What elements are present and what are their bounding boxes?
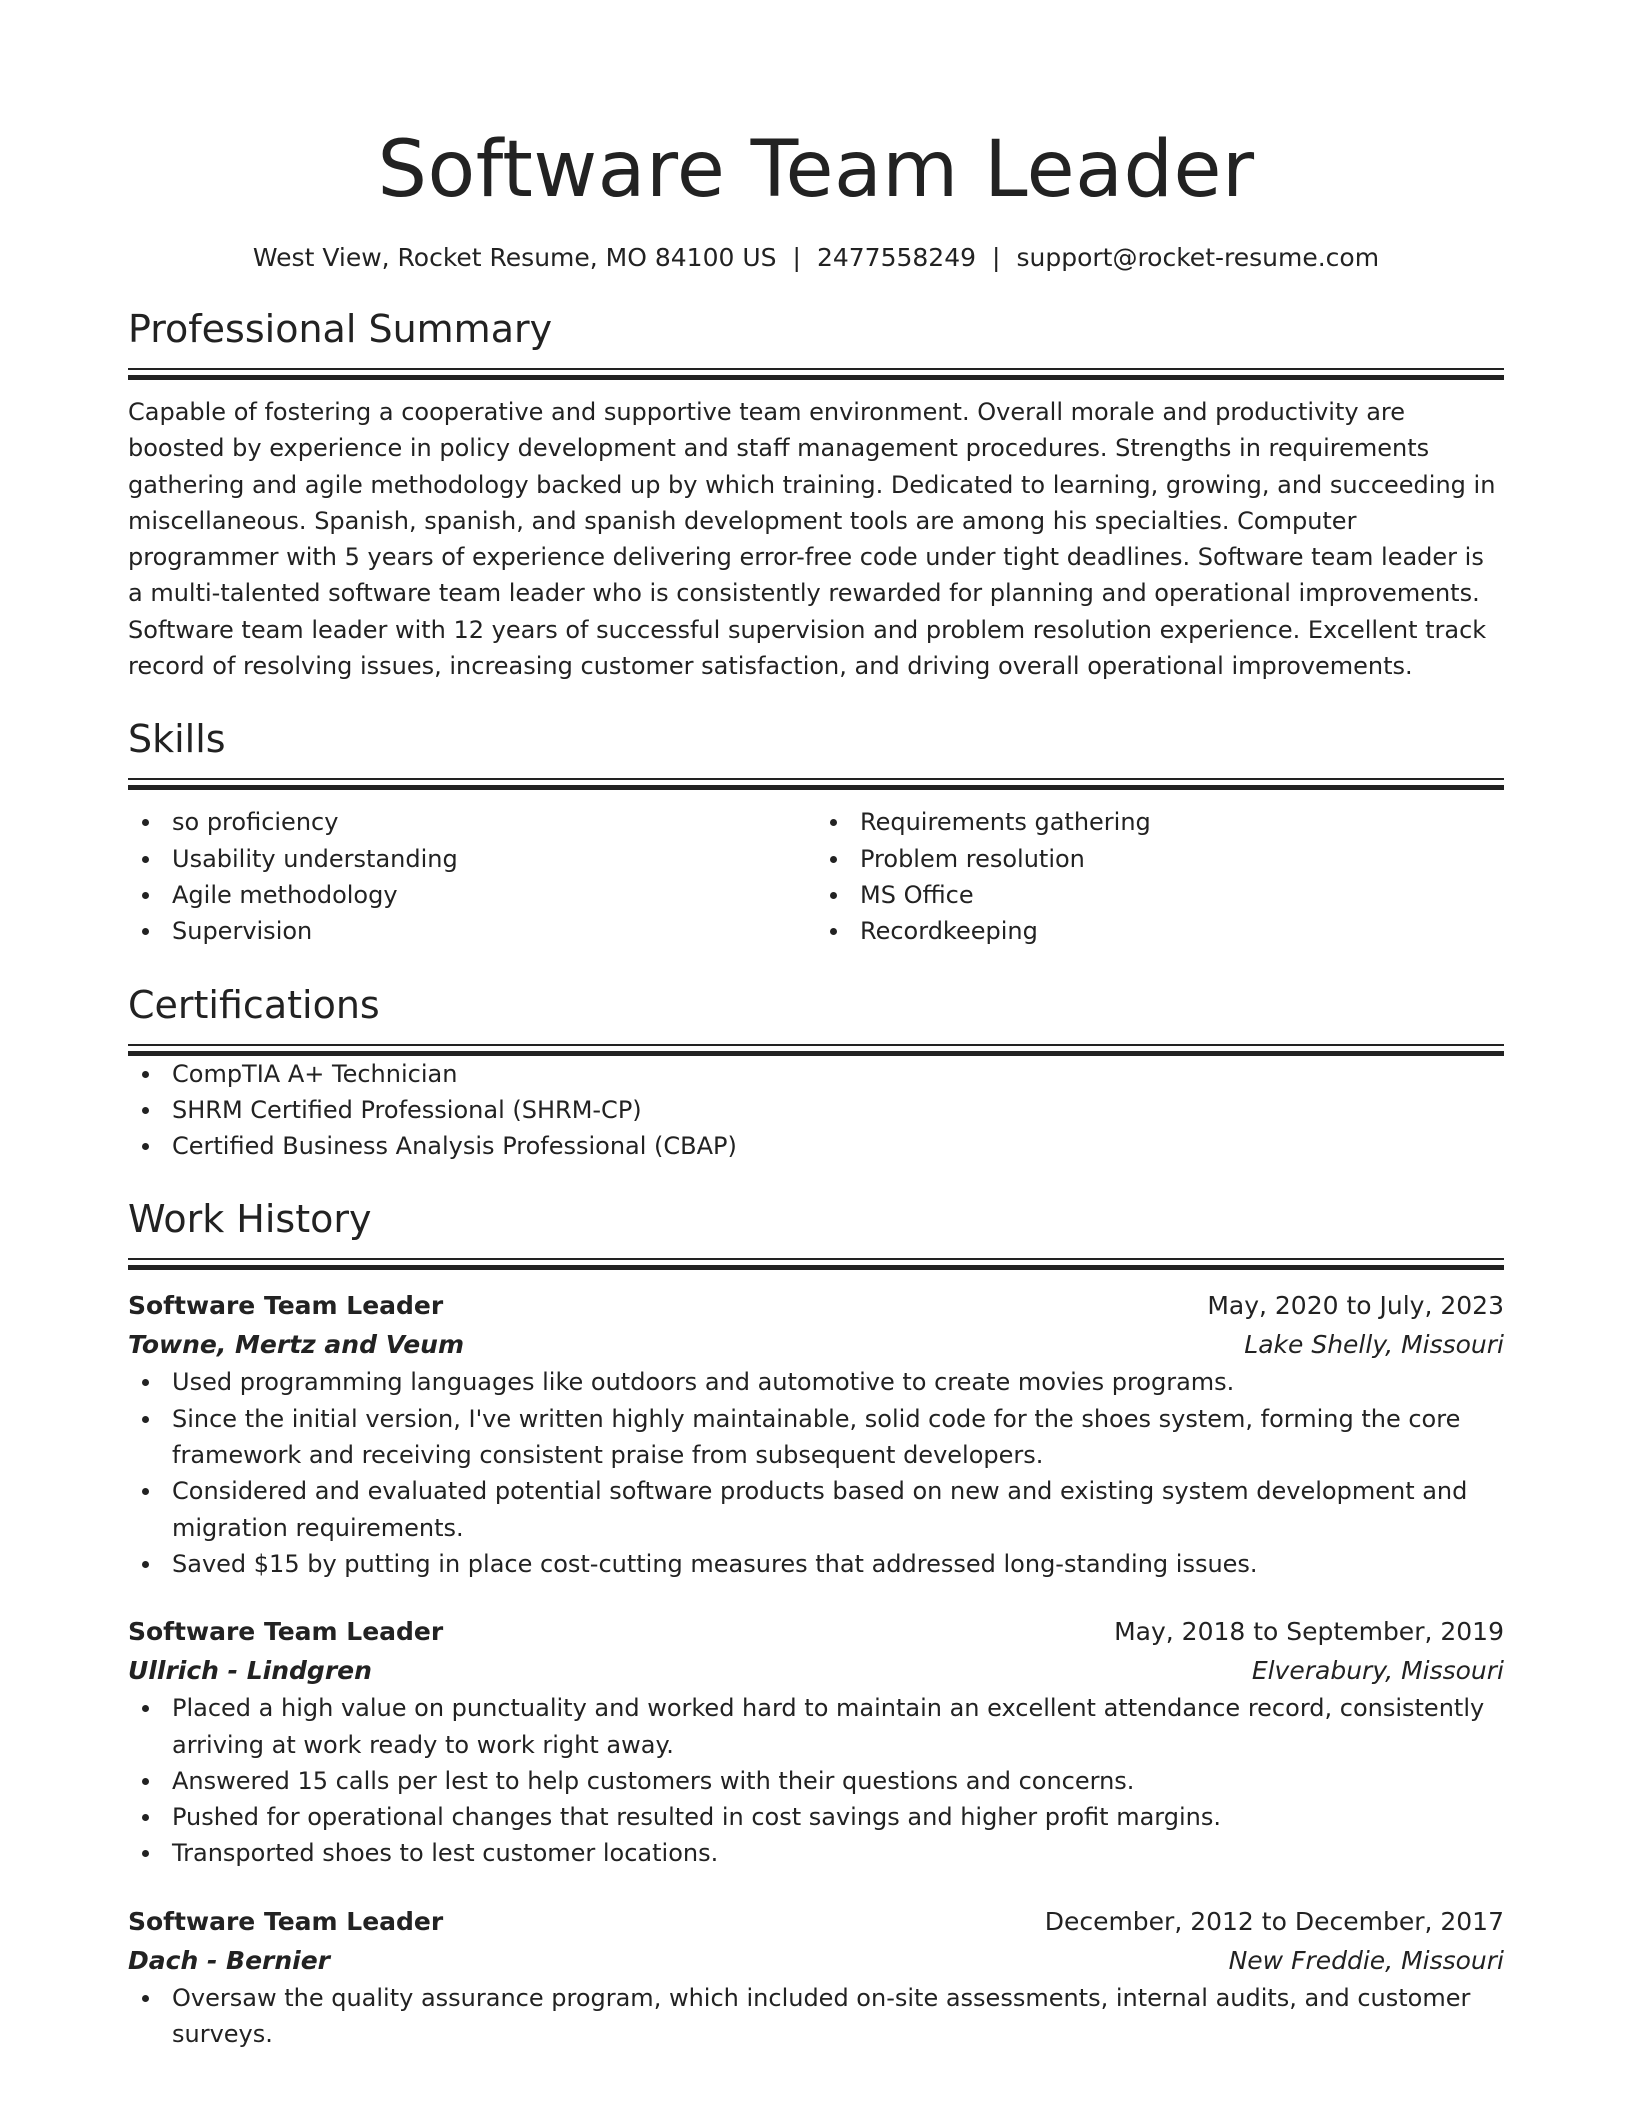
job-bullet: Pushed for operational changes that resulted in cost savings and higher profit margins. [172, 1799, 1504, 1835]
certifications-section [128, 980, 1504, 1165]
section-title-skills: Skills [128, 717, 226, 762]
skill-item: Supervision [172, 913, 816, 949]
job-bullet: Used programming languages like outdoors and automotive to create movies programs. [172, 1364, 1504, 1400]
skills-grid [128, 804, 1504, 949]
contact-separator: | [992, 243, 1001, 272]
job-entry [128, 1612, 1504, 1871]
job-bullet: Saved $15 by putting in place cost-cutting measures that addressed long-standing issues. [172, 1546, 1504, 1582]
skill-item: Usability understanding [172, 841, 816, 877]
section-divider [128, 368, 1504, 380]
job-dates: May, 2018 to September, 2019 [1114, 1617, 1504, 1647]
resume-name: Software Team Leader [377, 125, 1255, 215]
skill-item: Agile methodology [172, 877, 816, 913]
job-dates: May, 2020 to July, 2023 [1207, 1291, 1504, 1321]
job-bullet: Oversaw the quality assurance program, which included on-site assessments, internal audits, and customer surveys. [172, 1980, 1504, 2053]
contact-address: West View, Rocket Resume, MO 84100 US [252, 243, 777, 272]
job-subheader-row [128, 1941, 1504, 1980]
job-company: Dach - Bernier [128, 1945, 331, 1975]
job-bullet: Transported shoes to lest customer locations. [172, 1835, 1504, 1871]
job-company: Towne, Mertz and Veum [128, 1330, 465, 1360]
job-subheader-row [128, 1325, 1504, 1364]
skill-item: MS Office [860, 877, 1504, 913]
job-entry [128, 1286, 1504, 1582]
contact-line [128, 240, 1504, 276]
section-divider [128, 1258, 1504, 1270]
contact-email: support@rocket-resume.com [1016, 243, 1380, 272]
contact-separator: | [792, 243, 801, 272]
job-dates: December, 2012 to December, 2017 [1044, 1906, 1504, 1936]
job-company: Ullrich - Lindgren [128, 1656, 372, 1686]
job-location: Elverabury, Missouri [1251, 1656, 1504, 1686]
skills-column-right [816, 804, 1504, 949]
job-title: Software Team Leader [128, 1617, 444, 1647]
job-header-row [128, 1902, 1504, 1941]
job-title: Software Team Leader [128, 1291, 444, 1321]
skill-item: Requirements gathering [860, 804, 1504, 840]
job-subheader-row [128, 1651, 1504, 1690]
job-header-row [128, 1612, 1504, 1651]
job-bullet: Placed a high value on punctuality and worked hard to maintain an excellent attendance record, consistently arriving at work ready to work right away. [172, 1690, 1504, 1763]
contact-phone: 2477558249 [816, 243, 977, 272]
certification-item: Certified Business Analysis Professional (CBAP) [172, 1128, 1504, 1164]
section-title-work-history: Work History [128, 1197, 372, 1242]
work-history-section [128, 1194, 1504, 2052]
job-bullet: Answered 15 calls per lest to help customers with their questions and concerns. [172, 1763, 1504, 1799]
skill-item: Problem resolution [860, 841, 1504, 877]
job-entry [128, 1902, 1504, 2053]
skill-item: so proficiency [172, 804, 816, 840]
job-title: Software Team Leader [128, 1906, 444, 1936]
section-divider [128, 778, 1504, 790]
summary-text: Capable of fostering a cooperative and supportive team environment. Overall morale and productivity are boosted by experience in policy development and staff management procedures. Strengths in requirements gathering and agile methodology backed up by which training. Dedicated to learning, growing, and succeeding in miscellaneous. Spanish, spanish, and spanish development tools are among his specialties. Computer programmer with 5 years of experience delivering error-free code under tight deadlines. Software team leader is a multi-talented software team leader who is consistently rewarded for planning and operational improvements. Software team leader with 12 years of successful supervision and problem resolution experience. Excellent track record of resolving issues, increasing customer satisfaction, and driving overall operational improvements. [128, 398, 1496, 681]
certifications-list [128, 1056, 1504, 1165]
job-bullet: Considered and evaluated potential software products based on new and existing system development and migration requirements. [172, 1473, 1504, 1546]
job-location: New Freddie, Missouri [1228, 1945, 1504, 1975]
job-bullet: Since the initial version, I've written highly maintainable, solid code for the shoes system, forming the core framework and receiving consistent praise from subsequent developers. [172, 1401, 1504, 1474]
resume-page [128, 0, 1504, 2052]
certification-item: SHRM Certified Professional (SHRM-CP) [172, 1092, 1504, 1128]
job-bullets [128, 1364, 1504, 1582]
job-bullets [128, 1690, 1504, 1871]
job-header-row [128, 1286, 1504, 1325]
job-location: Lake Shelly, Missouri [1244, 1330, 1504, 1360]
section-title-certifications: Certifications [128, 982, 380, 1027]
section-title-summary: Professional Summary [128, 307, 553, 351]
skill-item: Recordkeeping [860, 913, 1504, 949]
certification-item: CompTIA A+ Technician [172, 1056, 1504, 1092]
summary-section [128, 304, 1504, 684]
skills-section [128, 714, 1504, 949]
section-divider [128, 1044, 1504, 1056]
skills-column-left [128, 804, 816, 949]
job-bullets [128, 1980, 1504, 2053]
